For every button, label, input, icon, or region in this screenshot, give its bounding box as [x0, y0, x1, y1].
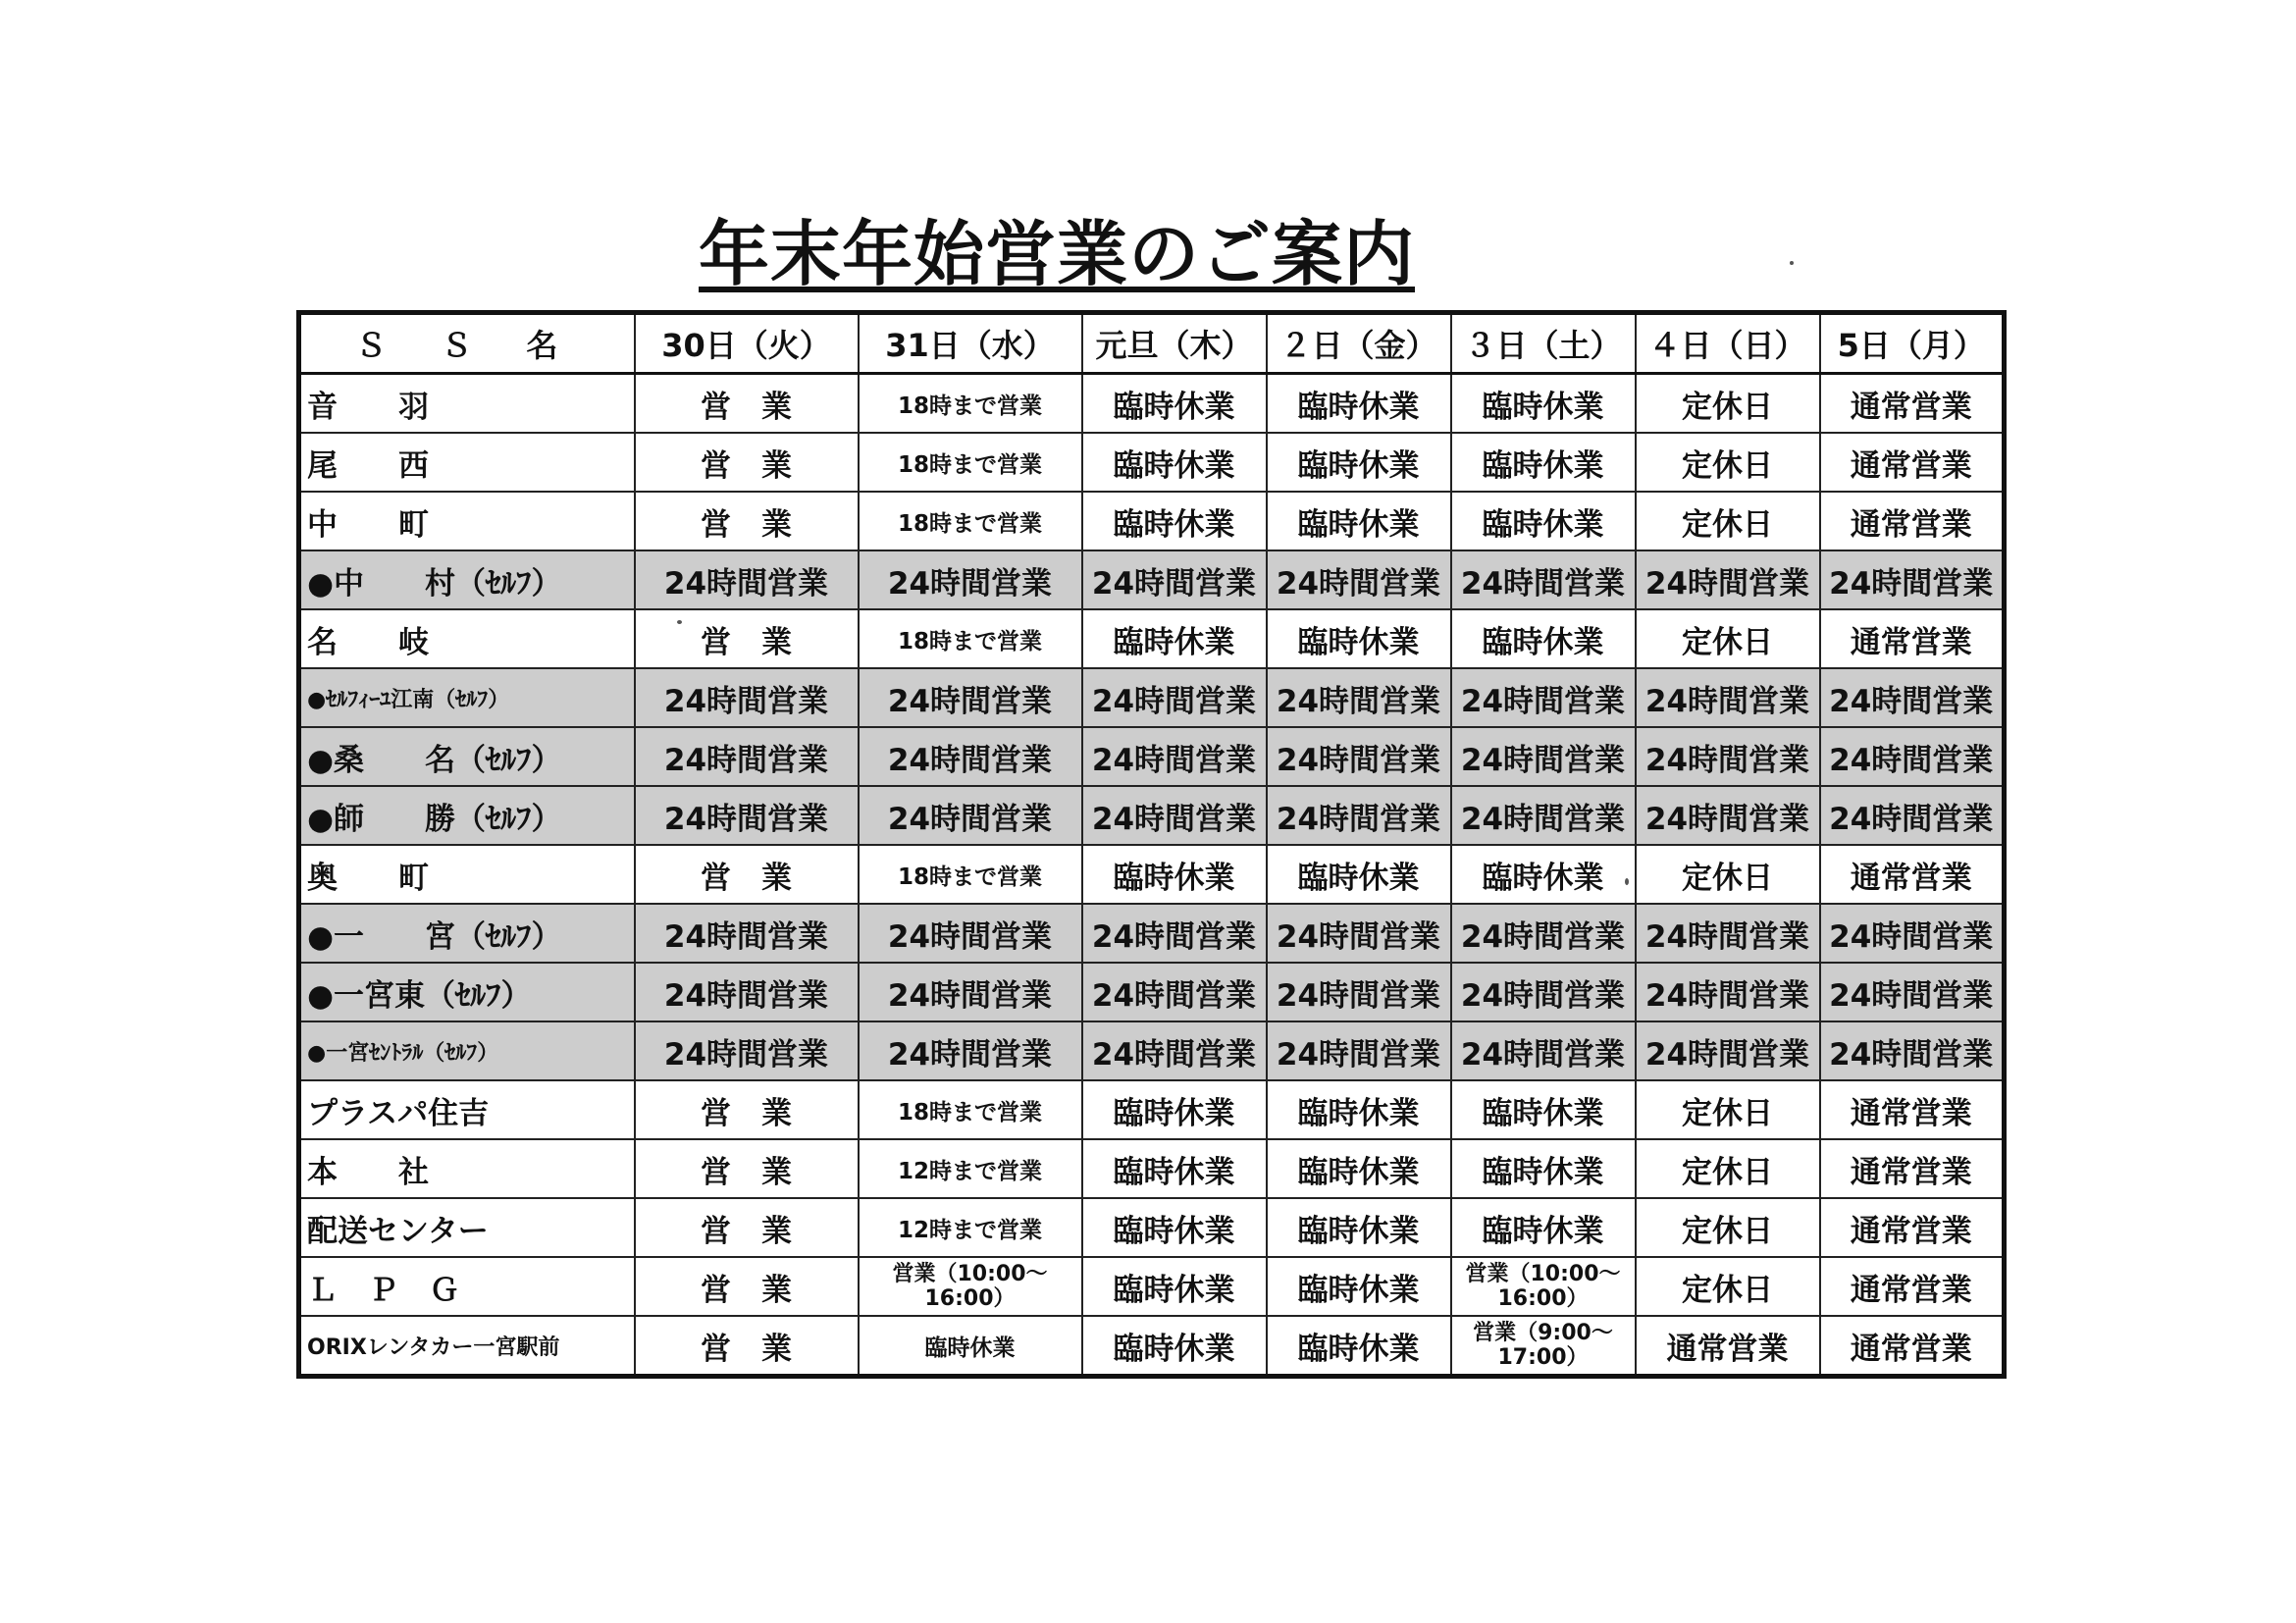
schedule-cell: 臨時休業 — [1267, 845, 1451, 904]
schedule-cell: 12時まで営業 — [859, 1139, 1082, 1198]
schedule-cell: 臨時休業 — [1267, 433, 1451, 492]
schedule-cell: 24時間営業 — [1636, 963, 1820, 1021]
schedule-cell: 24時間営業 — [859, 904, 1082, 963]
scan-speck — [1790, 261, 1794, 265]
schedule-cell: 臨時休業 — [1082, 1139, 1267, 1198]
schedule-cell: 24時間営業 — [1082, 904, 1267, 963]
schedule-cell: 18時まで営業 — [859, 374, 1082, 434]
schedule-cell: 24時間営業 — [635, 727, 859, 786]
scan-speck — [1625, 878, 1629, 885]
holiday-schedule-table — [296, 310, 2007, 1379]
schedule-cell: 24時間営業 — [635, 904, 859, 963]
schedule-cell: 定休日 — [1636, 492, 1820, 550]
table-row — [299, 433, 2005, 492]
schedule-cell: 営 業 — [635, 1198, 859, 1257]
table-row — [299, 492, 2005, 550]
station-name-cell: ●師 勝（ｾﾙﾌ） — [299, 786, 635, 845]
table-row — [299, 1139, 2005, 1198]
table-row — [299, 786, 2005, 845]
schedule-cell: 24時間営業 — [1267, 963, 1451, 1021]
schedule-cell: 臨時休業 — [1082, 1316, 1267, 1377]
schedule-cell: 臨時休業 — [1082, 433, 1267, 492]
schedule-cell: 通常営業 — [1820, 1316, 2005, 1377]
schedule-cell: 営 業 — [635, 1080, 859, 1139]
schedule-cell: 臨時休業 — [1451, 433, 1636, 492]
column-header-day-2: ２日（金） — [1267, 313, 1451, 374]
schedule-cell: 定休日 — [1636, 1139, 1820, 1198]
schedule-cell: 24時間営業 — [1451, 904, 1636, 963]
table-row — [299, 904, 2005, 963]
station-name-cell: Ｌ Ｐ Ｇ — [299, 1257, 635, 1316]
schedule-cell: 臨時休業 — [1267, 492, 1451, 550]
schedule-cell: 24時間営業 — [1267, 668, 1451, 727]
station-name-cell: ●中 村（ｾﾙﾌ） — [299, 550, 635, 609]
page-title: 年末年始営業のご案内 — [699, 213, 1416, 295]
schedule-cell: 営 業 — [635, 1316, 859, 1377]
schedule-cell: 24時間営業 — [635, 786, 859, 845]
schedule-cell: 24時間営業 — [1082, 786, 1267, 845]
scan-speck — [677, 620, 682, 624]
table-row — [299, 1316, 2005, 1377]
schedule-cell: 営 業 — [635, 492, 859, 550]
table-row — [299, 1021, 2005, 1080]
schedule-cell: 定休日 — [1636, 1198, 1820, 1257]
schedule-cell: 臨時休業 — [1451, 374, 1636, 434]
station-name-cell: 配送センター — [299, 1198, 635, 1257]
schedule-cell: 臨時休業 — [1451, 845, 1636, 904]
column-header-station-name: Ｓ Ｓ 名 — [299, 313, 635, 374]
table-row — [299, 1257, 2005, 1316]
schedule-cell: 定休日 — [1636, 609, 1820, 668]
schedule-cell: 定休日 — [1636, 1257, 1820, 1316]
schedule-cell: 臨時休業 — [1451, 492, 1636, 550]
schedule-cell: 24時間営業 — [859, 727, 1082, 786]
schedule-cell: 24時間営業 — [1451, 668, 1636, 727]
schedule-cell: 24時間営業 — [1082, 963, 1267, 1021]
schedule-cell: 24時間営業 — [1267, 904, 1451, 963]
schedule-cell: 営 業 — [635, 374, 859, 434]
schedule-cell: 臨時休業 — [1082, 609, 1267, 668]
schedule-cell: 営業（9:00～17:00） — [1451, 1316, 1636, 1377]
schedule-cell: 通常営業 — [1820, 433, 2005, 492]
station-name-cell: 奥 町 — [299, 845, 635, 904]
schedule-cell: 24時間営業 — [1082, 550, 1267, 609]
table-row — [299, 845, 2005, 904]
station-name-cell: プラスパ住吉 — [299, 1080, 635, 1139]
schedule-cell: 24時間営業 — [1820, 963, 2005, 1021]
schedule-cell: 24時間営業 — [635, 1021, 859, 1080]
schedule-cell: 臨時休業 — [1082, 1257, 1267, 1316]
table-row — [299, 668, 2005, 727]
schedule-cell: 通常営業 — [1820, 609, 2005, 668]
schedule-cell: 臨時休業 — [1267, 609, 1451, 668]
station-name-cell: ●ｾﾙﾌｨｰﾕ江南（ｾﾙﾌ） — [299, 668, 635, 727]
schedule-cell: 臨時休業 — [1267, 1139, 1451, 1198]
schedule-cell: 24時間営業 — [1451, 963, 1636, 1021]
station-name-cell: ●一宮ｾﾝﾄﾗﾙ（ｾﾙﾌ） — [299, 1021, 635, 1080]
schedule-cell: 通常営業 — [1820, 1198, 2005, 1257]
schedule-cell: 臨時休業 — [1451, 1080, 1636, 1139]
schedule-cell: 24時間営業 — [1267, 1021, 1451, 1080]
station-name-cell: ●桑 名（ｾﾙﾌ） — [299, 727, 635, 786]
schedule-cell: 臨時休業 — [1082, 492, 1267, 550]
column-header-new-years-day: 元旦（木） — [1082, 313, 1267, 374]
table-row — [299, 963, 2005, 1021]
schedule-cell: 24時間営業 — [1820, 727, 2005, 786]
table-header — [299, 313, 2005, 374]
table-row — [299, 1080, 2005, 1139]
station-name-cell: 本 社 — [299, 1139, 635, 1198]
schedule-cell: 18時まで営業 — [859, 845, 1082, 904]
schedule-cell: 臨時休業 — [1267, 1257, 1451, 1316]
schedule-cell: 24時間営業 — [635, 550, 859, 609]
header-row — [299, 313, 2005, 374]
column-header-day-5: 5日（月） — [1820, 313, 2005, 374]
schedule-cell: 営 業 — [635, 609, 859, 668]
schedule-cell: 通常営業 — [1820, 1080, 2005, 1139]
schedule-cell: 臨時休業 — [1082, 845, 1267, 904]
schedule-cell: 24時間営業 — [1451, 727, 1636, 786]
schedule-cell: 営 業 — [635, 1139, 859, 1198]
schedule-cell: 24時間営業 — [1636, 727, 1820, 786]
station-name-cell: 中 町 — [299, 492, 635, 550]
schedule-cell: 24時間営業 — [1636, 904, 1820, 963]
schedule-cell: 24時間営業 — [1820, 786, 2005, 845]
schedule-cell: 24時間営業 — [859, 1021, 1082, 1080]
schedule-cell: 18時まで営業 — [859, 609, 1082, 668]
column-header-day-31: 31日（水） — [859, 313, 1082, 374]
schedule-cell: 営業（10:00～16:00） — [1451, 1257, 1636, 1316]
schedule-cell: 営 業 — [635, 433, 859, 492]
schedule-cell: 18時まで営業 — [859, 1080, 1082, 1139]
schedule-cell: 定休日 — [1636, 845, 1820, 904]
station-name-cell: ●一宮東（ｾﾙﾌ） — [299, 963, 635, 1021]
station-name-cell: ●一 宮（ｾﾙﾌ） — [299, 904, 635, 963]
schedule-cell: 24時間営業 — [859, 786, 1082, 845]
schedule-cell: 24時間営業 — [635, 963, 859, 1021]
schedule-cell: 営 業 — [635, 1257, 859, 1316]
schedule-cell: 24時間営業 — [1082, 727, 1267, 786]
schedule-cell: 24時間営業 — [1636, 786, 1820, 845]
schedule-cell: 通常営業 — [1820, 1257, 2005, 1316]
schedule-cell: 通常営業 — [1820, 1139, 2005, 1198]
schedule-cell: 営業（10:00～16:00） — [859, 1257, 1082, 1316]
schedule-cell: 24時間営業 — [1451, 550, 1636, 609]
table-body — [299, 374, 2005, 1377]
schedule-cell: 臨時休業 — [1451, 1139, 1636, 1198]
schedule-cell: 24時間営業 — [1267, 727, 1451, 786]
schedule-cell: 通常営業 — [1820, 492, 2005, 550]
schedule-cell: 24時間営業 — [635, 668, 859, 727]
schedule-cell: 24時間営業 — [1267, 550, 1451, 609]
schedule-cell: 24時間営業 — [859, 963, 1082, 1021]
schedule-cell: 通常営業 — [1820, 845, 2005, 904]
schedule-cell: 24時間営業 — [1820, 668, 2005, 727]
station-name-cell: 音 羽 — [299, 374, 635, 434]
schedule-cell: 臨時休業 — [1267, 1316, 1451, 1377]
schedule-cell: 臨時休業 — [1267, 1198, 1451, 1257]
schedule-cell: 定休日 — [1636, 374, 1820, 434]
schedule-cell: 定休日 — [1636, 433, 1820, 492]
station-name-cell: ORIXレンタカー一宮駅前 — [299, 1316, 635, 1377]
schedule-cell: 臨時休業 — [1451, 1198, 1636, 1257]
table-row — [299, 374, 2005, 434]
station-name-cell: 尾 西 — [299, 433, 635, 492]
schedule-cell: 臨時休業 — [1451, 609, 1636, 668]
table-row — [299, 727, 2005, 786]
schedule-cell: 臨時休業 — [859, 1316, 1082, 1377]
schedule-cell: 24時間営業 — [1082, 668, 1267, 727]
schedule-cell: 12時まで営業 — [859, 1198, 1082, 1257]
column-header-day-3: ３日（土） — [1451, 313, 1636, 374]
schedule-cell: 臨時休業 — [1082, 374, 1267, 434]
schedule-cell: 24時間営業 — [859, 550, 1082, 609]
schedule-cell: 営 業 — [635, 845, 859, 904]
station-name-cell: 名 岐 — [299, 609, 635, 668]
schedule-cell: 24時間営業 — [1636, 668, 1820, 727]
schedule-cell: 定休日 — [1636, 1080, 1820, 1139]
schedule-cell: 24時間営業 — [1820, 550, 2005, 609]
schedule-cell: 通常営業 — [1636, 1316, 1820, 1377]
schedule-cell: 24時間営業 — [1636, 1021, 1820, 1080]
schedule-cell: 24時間営業 — [1820, 1021, 2005, 1080]
column-header-day-4: ４日（日） — [1636, 313, 1820, 374]
schedule-cell: 24時間営業 — [1451, 1021, 1636, 1080]
table-row — [299, 1198, 2005, 1257]
schedule-cell: 臨時休業 — [1082, 1080, 1267, 1139]
schedule-cell: 臨時休業 — [1267, 1080, 1451, 1139]
schedule-cell: 臨時休業 — [1267, 374, 1451, 434]
schedule-cell: 18時まで営業 — [859, 433, 1082, 492]
schedule-cell: 24時間営業 — [1082, 1021, 1267, 1080]
schedule-cell: 臨時休業 — [1082, 1198, 1267, 1257]
schedule-cell: 通常営業 — [1820, 374, 2005, 434]
column-header-day-30: 30日（火） — [635, 313, 859, 374]
table-row — [299, 550, 2005, 609]
schedule-cell: 24時間営業 — [1451, 786, 1636, 845]
table-row — [299, 609, 2005, 668]
schedule-cell: 24時間営業 — [859, 668, 1082, 727]
schedule-cell: 18時まで営業 — [859, 492, 1082, 550]
schedule-cell: 24時間営業 — [1267, 786, 1451, 845]
schedule-cell: 24時間営業 — [1820, 904, 2005, 963]
schedule-cell: 24時間営業 — [1636, 550, 1820, 609]
